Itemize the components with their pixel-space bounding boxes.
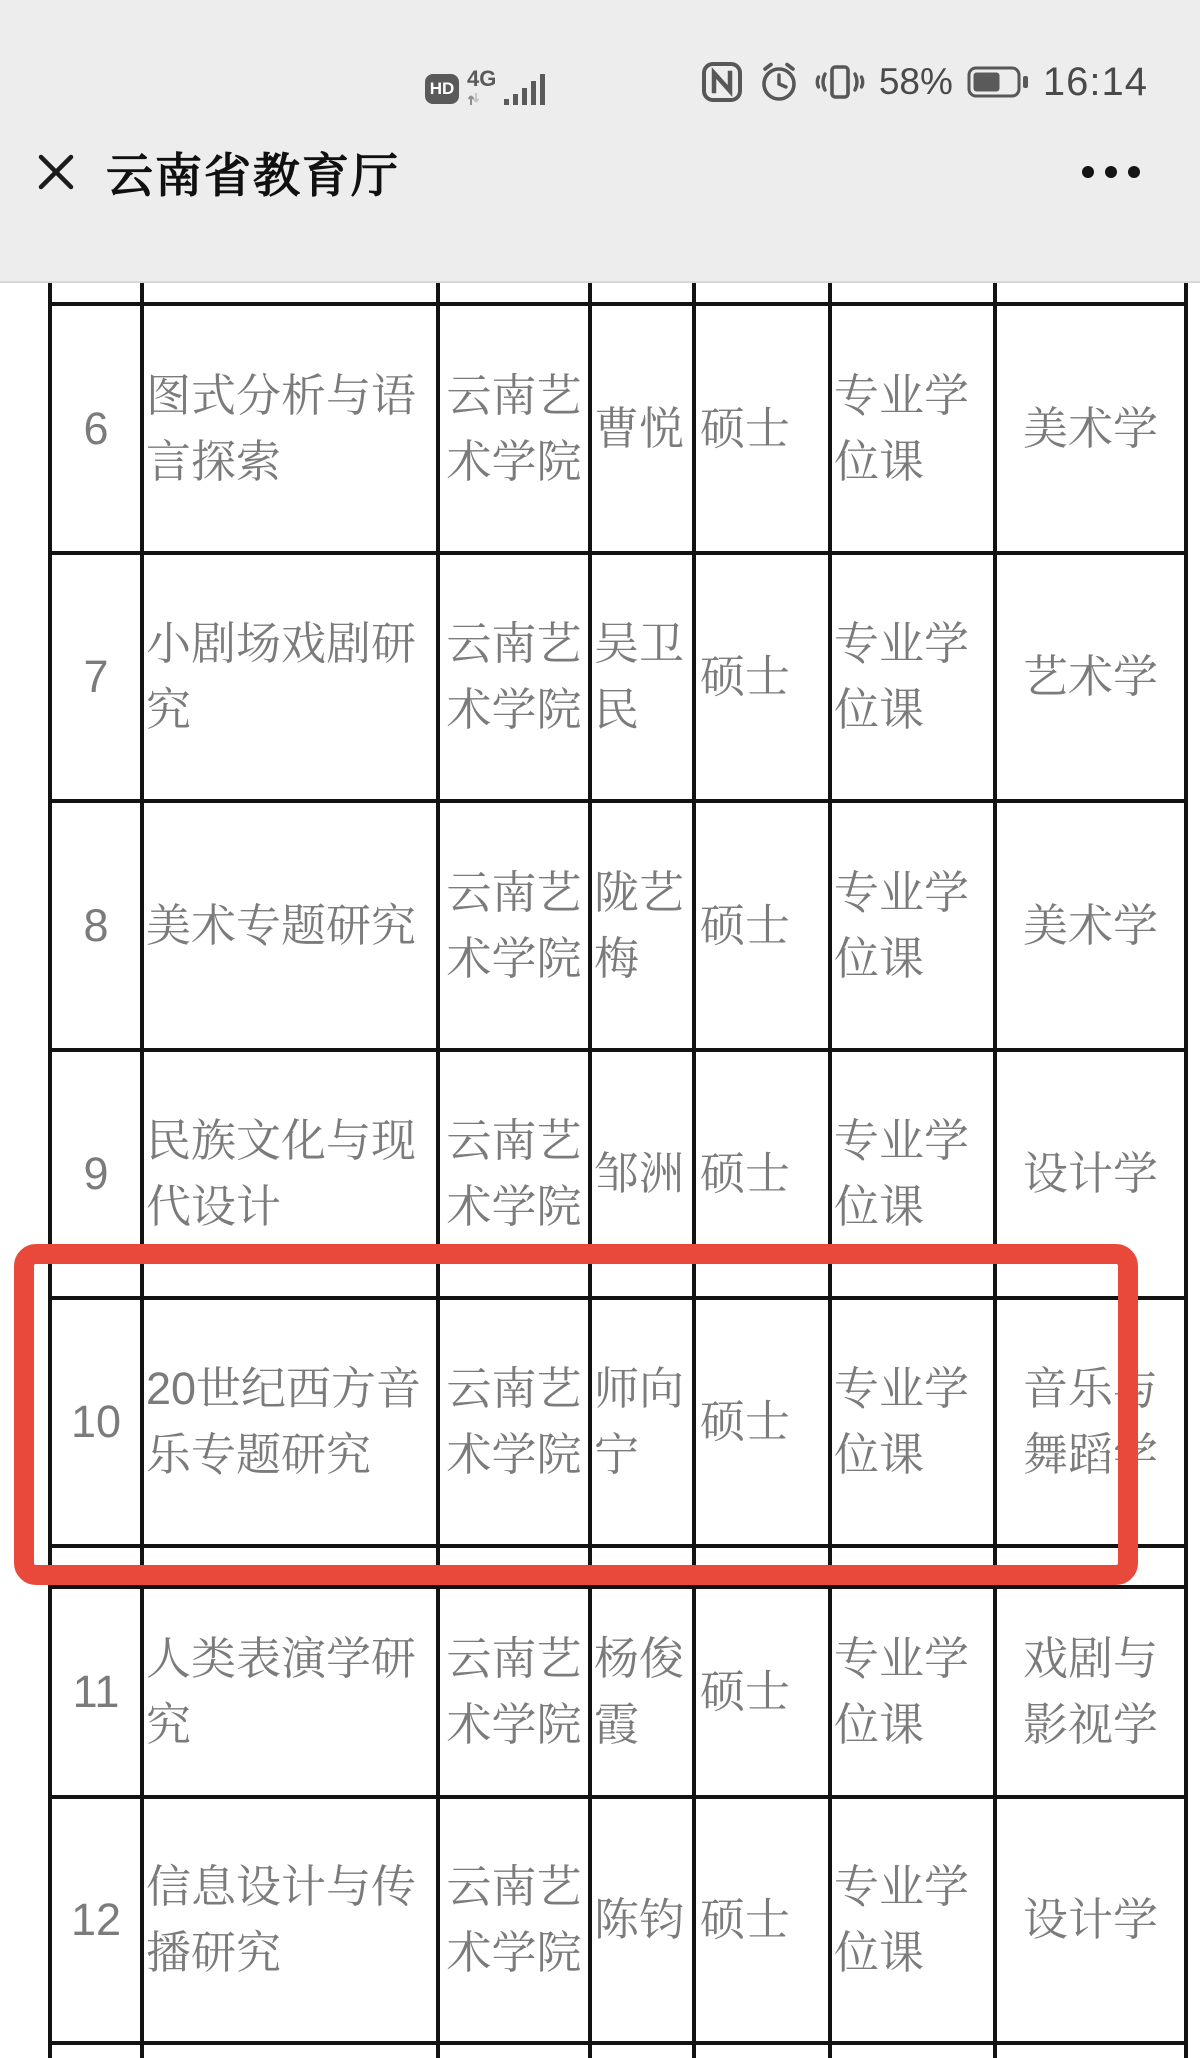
cell-discipline: 音乐与舞蹈学: [993, 1296, 1188, 1548]
cell-course-name: 小剧场戏剧研究: [140, 551, 436, 799]
cell-institution: 云南艺术学院: [436, 799, 588, 1048]
cell-row-number: 9: [48, 1048, 140, 1296]
cell-discipline: 设计学: [993, 1795, 1188, 2045]
cell-row-number: 12: [48, 1795, 140, 2045]
nfc-icon: [701, 61, 743, 103]
cell-teacher: 陈钧: [588, 1795, 692, 2045]
cell-row-number: 11: [48, 1585, 140, 1795]
course-table: [48, 283, 1188, 2058]
highlight-rectangle: [14, 1244, 1138, 1585]
cell-discipline: 戏剧与影视学: [993, 1585, 1188, 1795]
cell-institution: 云南艺术学院: [436, 302, 588, 551]
cell-teacher: 吴卫民: [588, 551, 692, 799]
cell-course-type: 专业学位课: [828, 1585, 993, 1795]
cell-discipline: 美术学: [993, 302, 1188, 551]
page-title: 云南省教育厅: [106, 148, 400, 202]
vibrate-icon: [815, 60, 865, 104]
title-bar: [0, 140, 1200, 220]
network-type-label: 4G: [467, 66, 497, 91]
header-bar: [0, 0, 1200, 283]
cell-institution: 云南艺术学院: [436, 1048, 588, 1296]
cell-degree-level: 硕士: [692, 1048, 828, 1296]
cell-degree-level: 硕士: [692, 302, 828, 551]
cell-course-type: 专业学位课: [828, 1795, 993, 2045]
cell-discipline: 设计学: [993, 1048, 1188, 1296]
cell-teacher: 杨俊霞: [588, 1585, 692, 1795]
clock-time-label: 16:14: [1042, 59, 1148, 104]
cell-course-name: 美术专题研究: [140, 799, 436, 1048]
status-left-cluster: [425, 60, 550, 106]
cell-course-type: 专业学位课: [828, 799, 993, 1048]
cell-course-type: 专业学位课: [828, 551, 993, 799]
cell-course-name: 人类表演学研究: [140, 1585, 436, 1795]
cell-discipline: 艺术学: [993, 551, 1188, 799]
table-row: [48, 551, 1188, 799]
cell-teacher: 邹洲: [588, 1048, 692, 1296]
cell-course-name: 民族文化与现代设计: [140, 1048, 436, 1296]
cell-row-number: 10: [48, 1296, 140, 1548]
cell-course-type: 专业学位课: [828, 302, 993, 551]
battery-icon: [967, 65, 1029, 99]
table-row-partial-top: [48, 283, 1188, 302]
cell-degree-level: 硕士: [692, 551, 828, 799]
table-row: [48, 302, 1188, 551]
cell-row-number: 6: [48, 302, 140, 551]
cell-course-name: 图式分析与语言探索: [140, 302, 436, 551]
cell-teacher: 曹悦: [588, 302, 692, 551]
cell-institution: 云南艺术学院: [436, 1795, 588, 2045]
cell-course-name: 20世纪西方音乐专题研究: [140, 1296, 436, 1548]
more-menu-icon[interactable]: [1082, 166, 1140, 178]
cell-discipline: 美术学: [993, 799, 1188, 1048]
signal-strength-icon: [504, 66, 550, 106]
status-bar: [0, 52, 1200, 112]
hd-volte-icon: HD: [425, 74, 459, 104]
cell-degree-level: 硕士: [692, 1296, 828, 1548]
cell-course-type: 专业学位课: [828, 1048, 993, 1296]
cell-course-name: 信息设计与传播研究: [140, 1795, 436, 2045]
cell-course-type: 专业学位课: [828, 1296, 993, 1548]
cell-teacher: 师向宁: [588, 1296, 692, 1548]
cell-degree-level: 硕士: [692, 1585, 828, 1795]
network-type: [467, 68, 496, 106]
table-row: [48, 799, 1188, 1048]
cell-row-number: 7: [48, 551, 140, 799]
cell-institution: 云南艺术学院: [436, 551, 588, 799]
close-icon[interactable]: [34, 150, 78, 194]
cell-row-number: 8: [48, 799, 140, 1048]
table-row: [48, 1795, 1188, 2045]
battery-percent-label: 58%: [878, 61, 953, 102]
cell-degree-level: 硕士: [692, 1795, 828, 2045]
cell-degree-level: 硕士: [692, 799, 828, 1048]
cell-teacher: 陇艺梅: [588, 799, 692, 1048]
cell-institution: 云南艺术学院: [436, 1585, 588, 1795]
table-row-partial-bottom: [48, 2045, 1188, 2058]
table-row: [48, 1585, 1188, 1795]
status-right-cluster: [701, 52, 1148, 112]
cell-institution: 云南艺术学院: [436, 1296, 588, 1548]
data-arrows-icon: [467, 92, 480, 106]
alarm-icon: [757, 60, 801, 104]
